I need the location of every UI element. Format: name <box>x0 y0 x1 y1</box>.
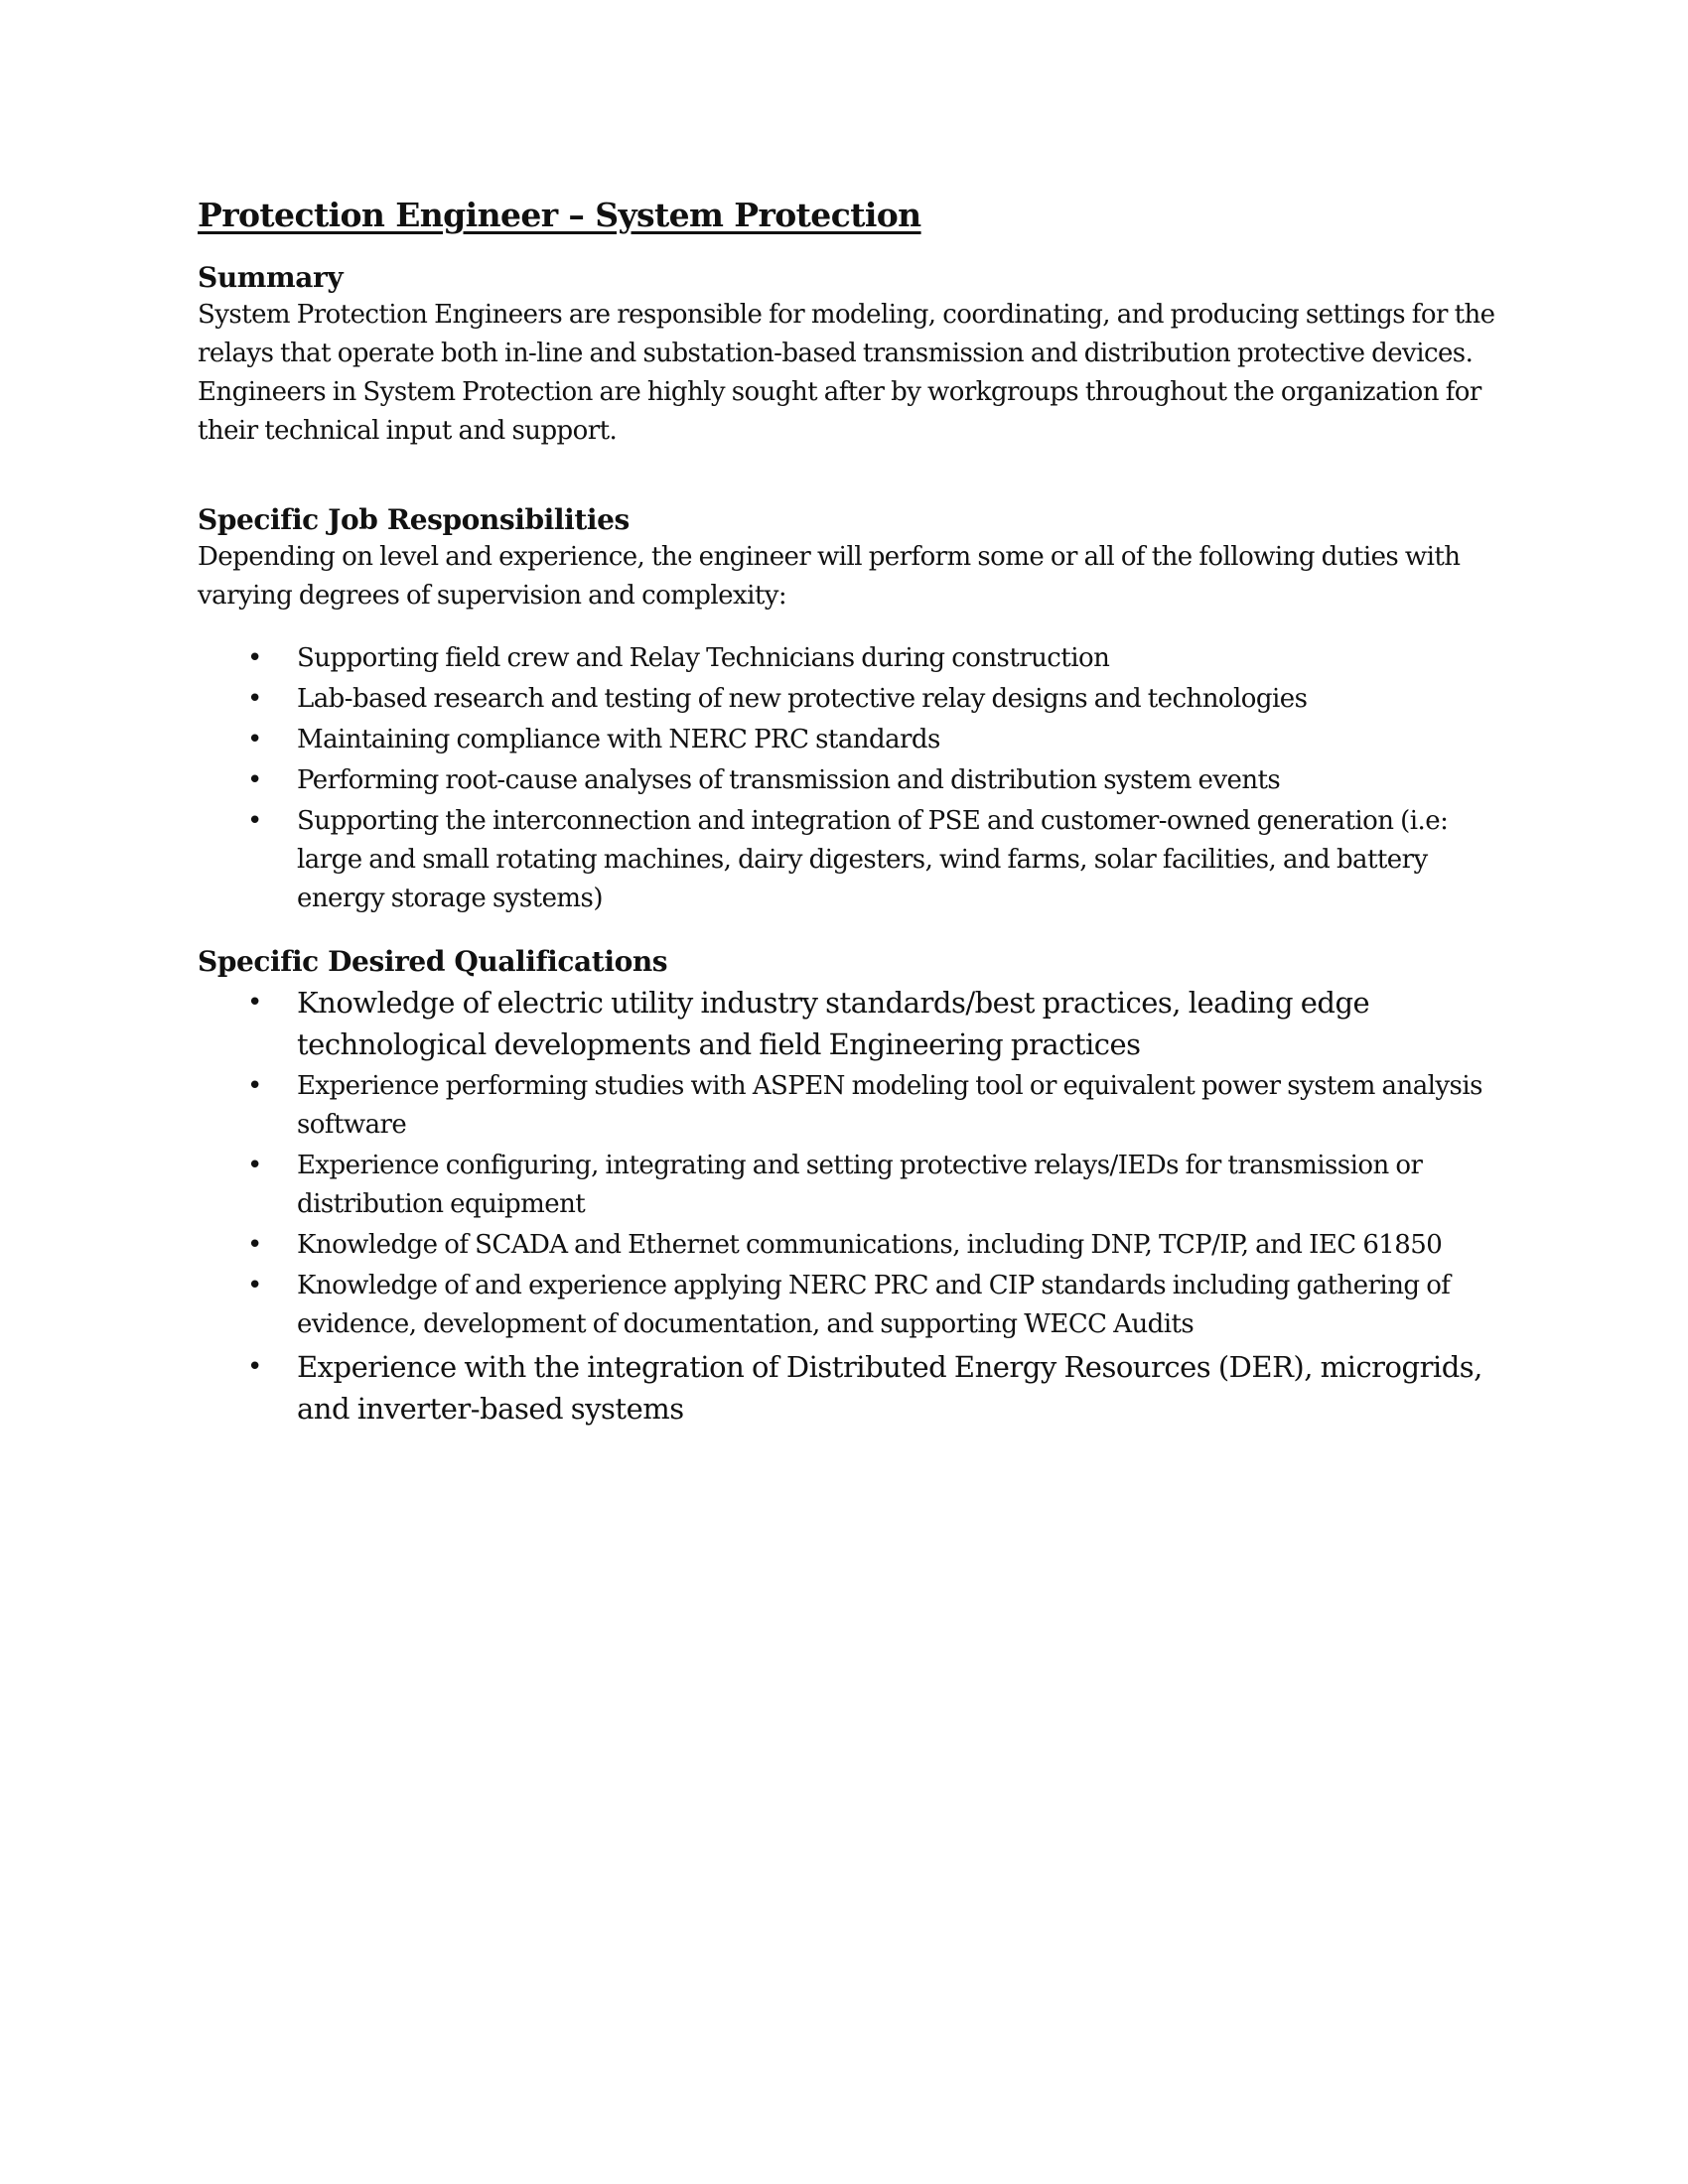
list-item <box>198 1226 1498 1265</box>
list-item <box>198 1346 1498 1430</box>
list-item <box>198 1147 1498 1224</box>
bullet-icon: • <box>247 1071 262 1101</box>
bullet-icon: • <box>247 765 262 795</box>
list-item <box>198 680 1498 719</box>
list-item-text: Experience performing studies with ASPEN modeling tool or equivalent power system analysis software <box>297 1071 1482 1140</box>
bullet-icon: • <box>247 1230 262 1260</box>
list-item-text: Performing root-cause analyses of transmission and distribution system events <box>297 765 1281 795</box>
qualifications-heading: Specific Desired Qualifications <box>198 945 668 978</box>
list-item <box>198 639 1498 678</box>
responsibilities-heading: Specific Job Responsibilities <box>198 503 630 536</box>
list-item-text: Supporting field crew and Relay Technicians during construction <box>297 643 1110 673</box>
bullet-icon: • <box>247 988 262 1018</box>
list-item <box>198 761 1498 800</box>
list-item-text: Supporting the interconnection and integration of PSE and customer-owned generation (i.e: large and small rotating machines, dairy digesters, wind farms, solar facilities, and battery energy storage systems) <box>297 806 1449 913</box>
responsibilities-intro: Depending on level and experience, the engineer will perform some or all of the following duties with varying degrees of supervision and complexity: <box>198 542 1461 611</box>
bullet-icon: • <box>247 643 262 673</box>
responsibilities-list <box>198 639 1498 918</box>
bullet-icon: • <box>247 1271 262 1300</box>
list-item <box>198 802 1498 918</box>
list-item <box>198 721 1498 759</box>
list-item-text: Lab-based research and testing of new protective relay designs and technologies <box>297 684 1308 714</box>
list-item <box>198 982 1498 1065</box>
bullet-icon: • <box>247 806 262 836</box>
bullet-icon: • <box>247 684 262 714</box>
list-item-text: Knowledge of SCADA and Ethernet communications, including DNP, TCP/IP, and IEC 61850 <box>297 1230 1443 1260</box>
list-item-text: Experience with the integration of Distributed Energy Resources (DER), microgrids, and inverter-based systems <box>297 1350 1482 1426</box>
list-item-text: Maintaining compliance with NERC PRC standards <box>297 725 940 754</box>
summary-heading: Summary <box>198 261 344 294</box>
document-title: Protection Engineer – System Protection <box>198 196 921 234</box>
qualifications-list <box>198 982 1498 1430</box>
list-item-text: Knowledge of and experience applying NERC PRC and CIP standards including gathering of evidence, development of documentation, and supporting WECC Audits <box>297 1271 1451 1339</box>
list-item <box>198 1267 1498 1344</box>
list-item-text: Knowledge of electric utility industry standards/best practices, leading edge technological developments and field Engineering practices <box>297 986 1370 1061</box>
bullet-icon: • <box>247 725 262 754</box>
list-item <box>198 1067 1498 1145</box>
bullet-icon: • <box>247 1151 262 1180</box>
document-page <box>198 195 1498 1432</box>
bullet-icon: • <box>247 1352 262 1382</box>
list-item-text: Experience configuring, integrating and setting protective relays/IEDs for transmission or distribution equipment <box>297 1151 1423 1219</box>
summary-paragraph: System Protection Engineers are responsible for modeling, coordinating, and producing settings for the relays that operate both in-line and substation-based transmission and distribution protective devices. Engineers in System Protection are highly sought after by workgroups throughout the organization for their technical input and support. <box>198 300 1495 446</box>
